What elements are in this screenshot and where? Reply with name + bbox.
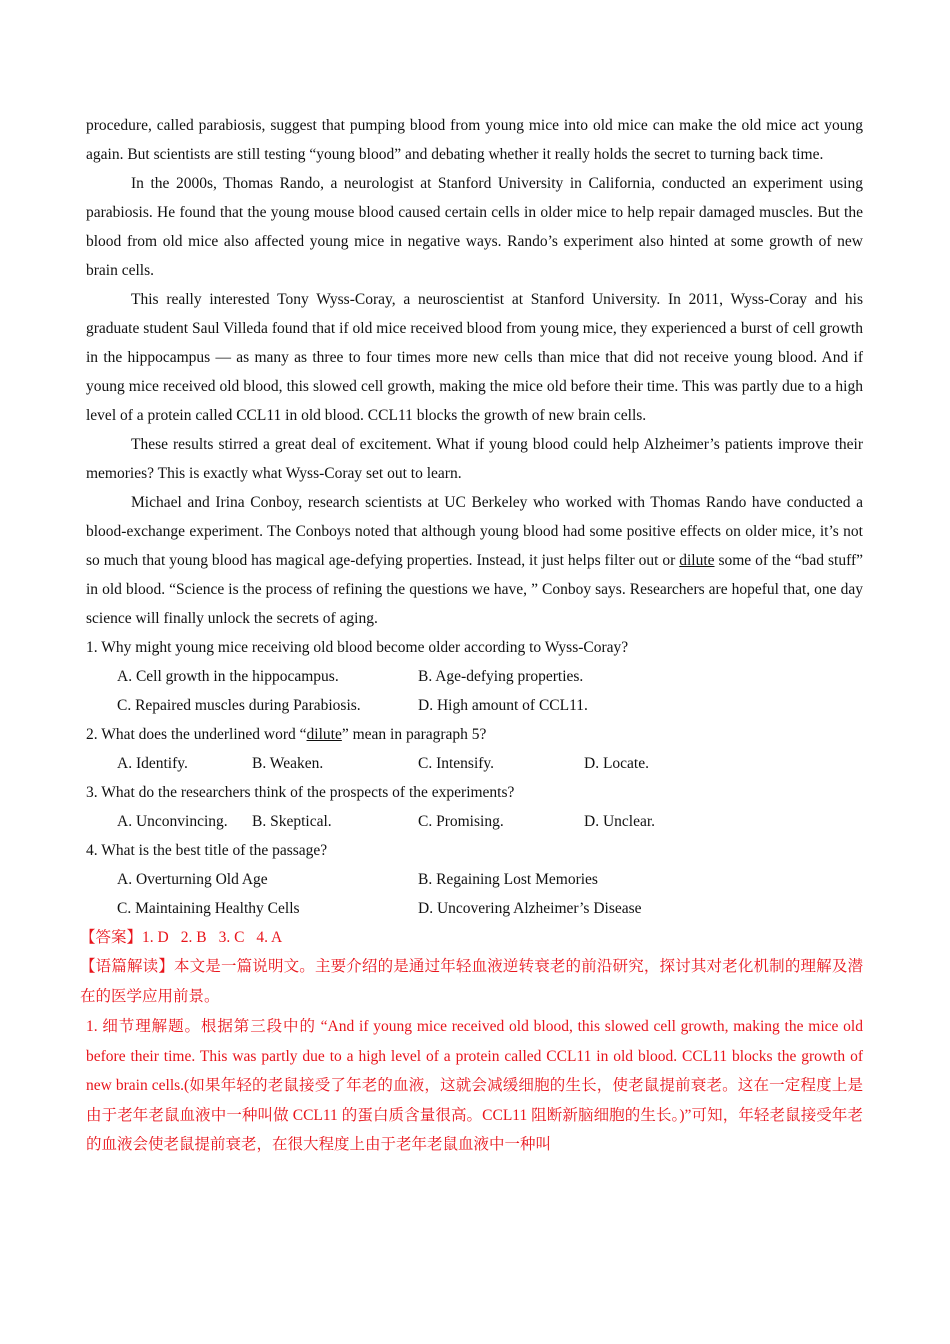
question-2-option-c: C. Intensify.: [418, 755, 495, 772]
analysis-label: 【语篇解读】: [80, 958, 174, 975]
document-page: [80, 111, 864, 1160]
question-3-option-c: C. Promising.: [418, 813, 504, 830]
question-1-option-a: A. Cell growth in the hippocampus.: [117, 668, 339, 685]
question-1-options-row-1: [86, 662, 863, 691]
question-4-option-d: D. Uncovering Alzheimer’s Disease: [418, 900, 642, 917]
question-2-stem: [86, 720, 863, 749]
question-2-stem-a: 2. What does the underlined word “: [86, 726, 307, 743]
question-3-option-a: A. Unconvincing.: [117, 813, 228, 830]
question-3-options-row: [86, 807, 863, 836]
answer-3: 3. C: [218, 929, 245, 946]
question-4-option-b: B. Regaining Lost Memories: [418, 871, 598, 888]
question-3-option-b: B. Skeptical.: [252, 813, 332, 830]
paragraph-5-text-a: Michael and Irina Conboy, research scientists at UC Berkeley who worked with Thomas Rando have conducted a blood-exchange experiment. The Conboys noted that although young blood had some positive effects on older mice, it’s not so much that young blood has magical age-defying properties. Instead, it just helps filter out or: [86, 494, 863, 569]
question-1-stem: 1. Why might young mice receiving old blood become older according to Wyss-Coray?: [86, 639, 629, 656]
question-1-options-row-2: [86, 691, 863, 720]
analysis-text: 本文是一篇说明文。主要介绍的是通过年轻血液逆转衰老的前沿研究，探讨其对老化机制的理解及潜在的医学应用前景。: [80, 958, 863, 1005]
answer-4: 4. A: [256, 929, 283, 946]
answer-key: [80, 923, 863, 952]
passage-paragraph-5: [86, 488, 863, 633]
explanation-question-1: 1. 细节理解题。根据第三段中的 “And if young mice received old blood, this slowed cell growth, making the mice old before their time. This was partly due to a high level of a protein called CCL11 in old blood. CCL11 blocks the growth of new brain cells.(如果年轻的老鼠接受了年老的血液，这就会减缓细胞的生长，使老鼠提前衰老。这在一定程度上是由于老年老鼠血液中一种叫做 CCL11 的蛋白质含量很高。CCL11 阻断新脑细胞的生长。)”可知，年轻老鼠接受年老的血液会使老鼠提前衰老，在很大程度上由于老年老鼠血液中一种叫: [86, 1018, 863, 1153]
passage-paragraph-4: These results stirred a great deal of excitement. What if young blood could help Alzheimer’s patients improve their memories? This is exactly what Wyss-Coray set out to learn.: [86, 436, 863, 482]
answer-1: 1. D: [142, 929, 169, 946]
answer-label: 【答案】: [80, 929, 143, 946]
question-2-option-b: B. Weaken.: [252, 755, 324, 772]
passage-analysis: [80, 952, 863, 1011]
question-4-stem: 4. What is the best title of the passage?: [86, 842, 328, 859]
question-2-options-row: [86, 749, 863, 778]
passage-paragraph-3: This really interested Tony Wyss-Coray, a neuroscientist at Stanford University. In 2011, Wyss-Coray and his graduate student Saul Villeda found that if old mice received blood from young mice, they experienced a burst of cell growth in the hippocampus — as many as three to four times more new cells than mice that did not receive young blood. And if young mice received old blood, this slowed cell growth, making the mice old before their time. This was partly due to a high level of a protein called CCL11 in old blood. CCL11 blocks the growth of new brain cells.: [86, 291, 863, 424]
question-2-option-a: A. Identify.: [117, 755, 188, 772]
question-2-option-d: D. Locate.: [584, 755, 649, 772]
answer-2: 2. B: [180, 929, 207, 946]
question-3-option-d: D. Unclear.: [584, 813, 656, 830]
question-4-options-row-2: [86, 894, 863, 923]
paragraph-5-text-b: some of the “bad stuff” in old blood. “Science is the process of refining the questions we have, ” Conboy says. Researchers are hopeful that, one day science will finally unlock the secrets of aging.: [86, 552, 864, 627]
question-1-option-d: D. High amount of CCL11.: [418, 697, 588, 714]
question-4-option-c: C. Maintaining Healthy Cells: [117, 900, 300, 917]
question-1-option-b: B. Age-defying properties.: [418, 668, 584, 685]
question-2-underlined-word: dilute: [306, 726, 342, 743]
question-4-options-row-1: [86, 865, 863, 894]
passage-paragraph-2: In the 2000s, Thomas Rando, a neurologist at Stanford University in California, conducted an experiment using parabiosis. He found that the young mouse blood caused certain cells in older mice to help repair damaged muscles. But the blood from old mice also affected young mice in negative ways. Rando’s experiment also hinted at some growth of new brain cells.: [86, 175, 863, 279]
question-4-option-a: A. Overturning Old Age: [117, 871, 268, 888]
question-1-option-c: C. Repaired muscles during Parabiosis.: [117, 697, 361, 714]
passage-paragraph-1: procedure, called parabiosis, suggest that pumping blood from young mice into old mice can make the old mice act young again. But scientists are still testing “young blood” and debating whether it really holds the secret to turning back time.: [86, 117, 863, 163]
question-3-stem: 3. What do the researchers think of the prospects of the experiments?: [86, 784, 515, 801]
question-2-stem-b: ” mean in paragraph 5?: [341, 726, 487, 743]
underlined-word-dilute: dilute: [679, 552, 715, 569]
